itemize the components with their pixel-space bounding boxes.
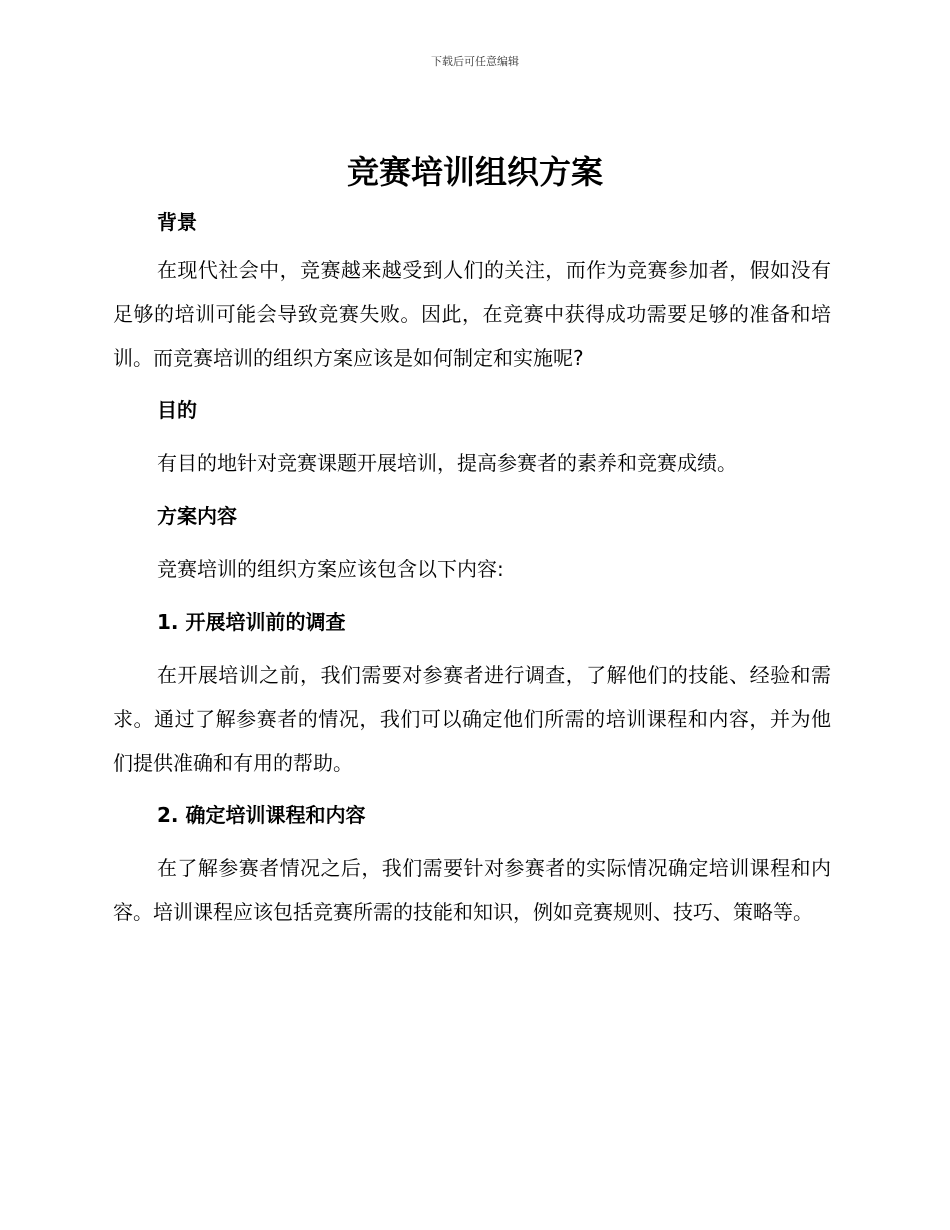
section-heading-background: 背景: [157, 210, 197, 234]
paragraph-plan: 竞赛培训的组织方案应该包含以下内容:: [157, 557, 504, 581]
section-heading-plan: 方案内容: [157, 504, 237, 528]
section-heading-step1: 1. 开展培训前的调查: [157, 610, 346, 634]
document-title: 竞赛培训组织方案: [346, 153, 603, 191]
paragraph-goal: 有目的地针对竞赛课题开展培训，提高参赛者的素养和竞赛成绩。: [157, 451, 737, 475]
document-body: [113, 205, 831, 934]
page-header-note: 下载后可任意编辑: [431, 55, 519, 68]
paragraph-step2: 在了解参赛者情况之后，我们需要针对参赛者的实际情况确定培训课程和内容。培训课程应该包括竞赛所需的技能和知识，例如竞赛规则、技巧、策略等。: [113, 856, 831, 924]
paragraph-background: 在现代社会中，竞赛越来越受到人们的关注，而作为竞赛参加者，假如没有足够的培训可能会导致竞赛失败。因此，在竞赛中获得成功需要足够的准备和培训。而竞赛培训的组织方案应该是如何制定和实施呢?: [113, 258, 831, 370]
section-heading-goal: 目的: [157, 398, 197, 422]
section-heading-step2: 2. 确定培训课程和内容: [157, 803, 366, 827]
paragraph-step1: 在开展培训之前，我们需要对参赛者进行调查，了解他们的技能、经验和需求。通过了解参赛者的情况，我们可以确定他们所需的培训课程和内容，并为他们提供准确和有用的帮助。: [113, 663, 831, 775]
